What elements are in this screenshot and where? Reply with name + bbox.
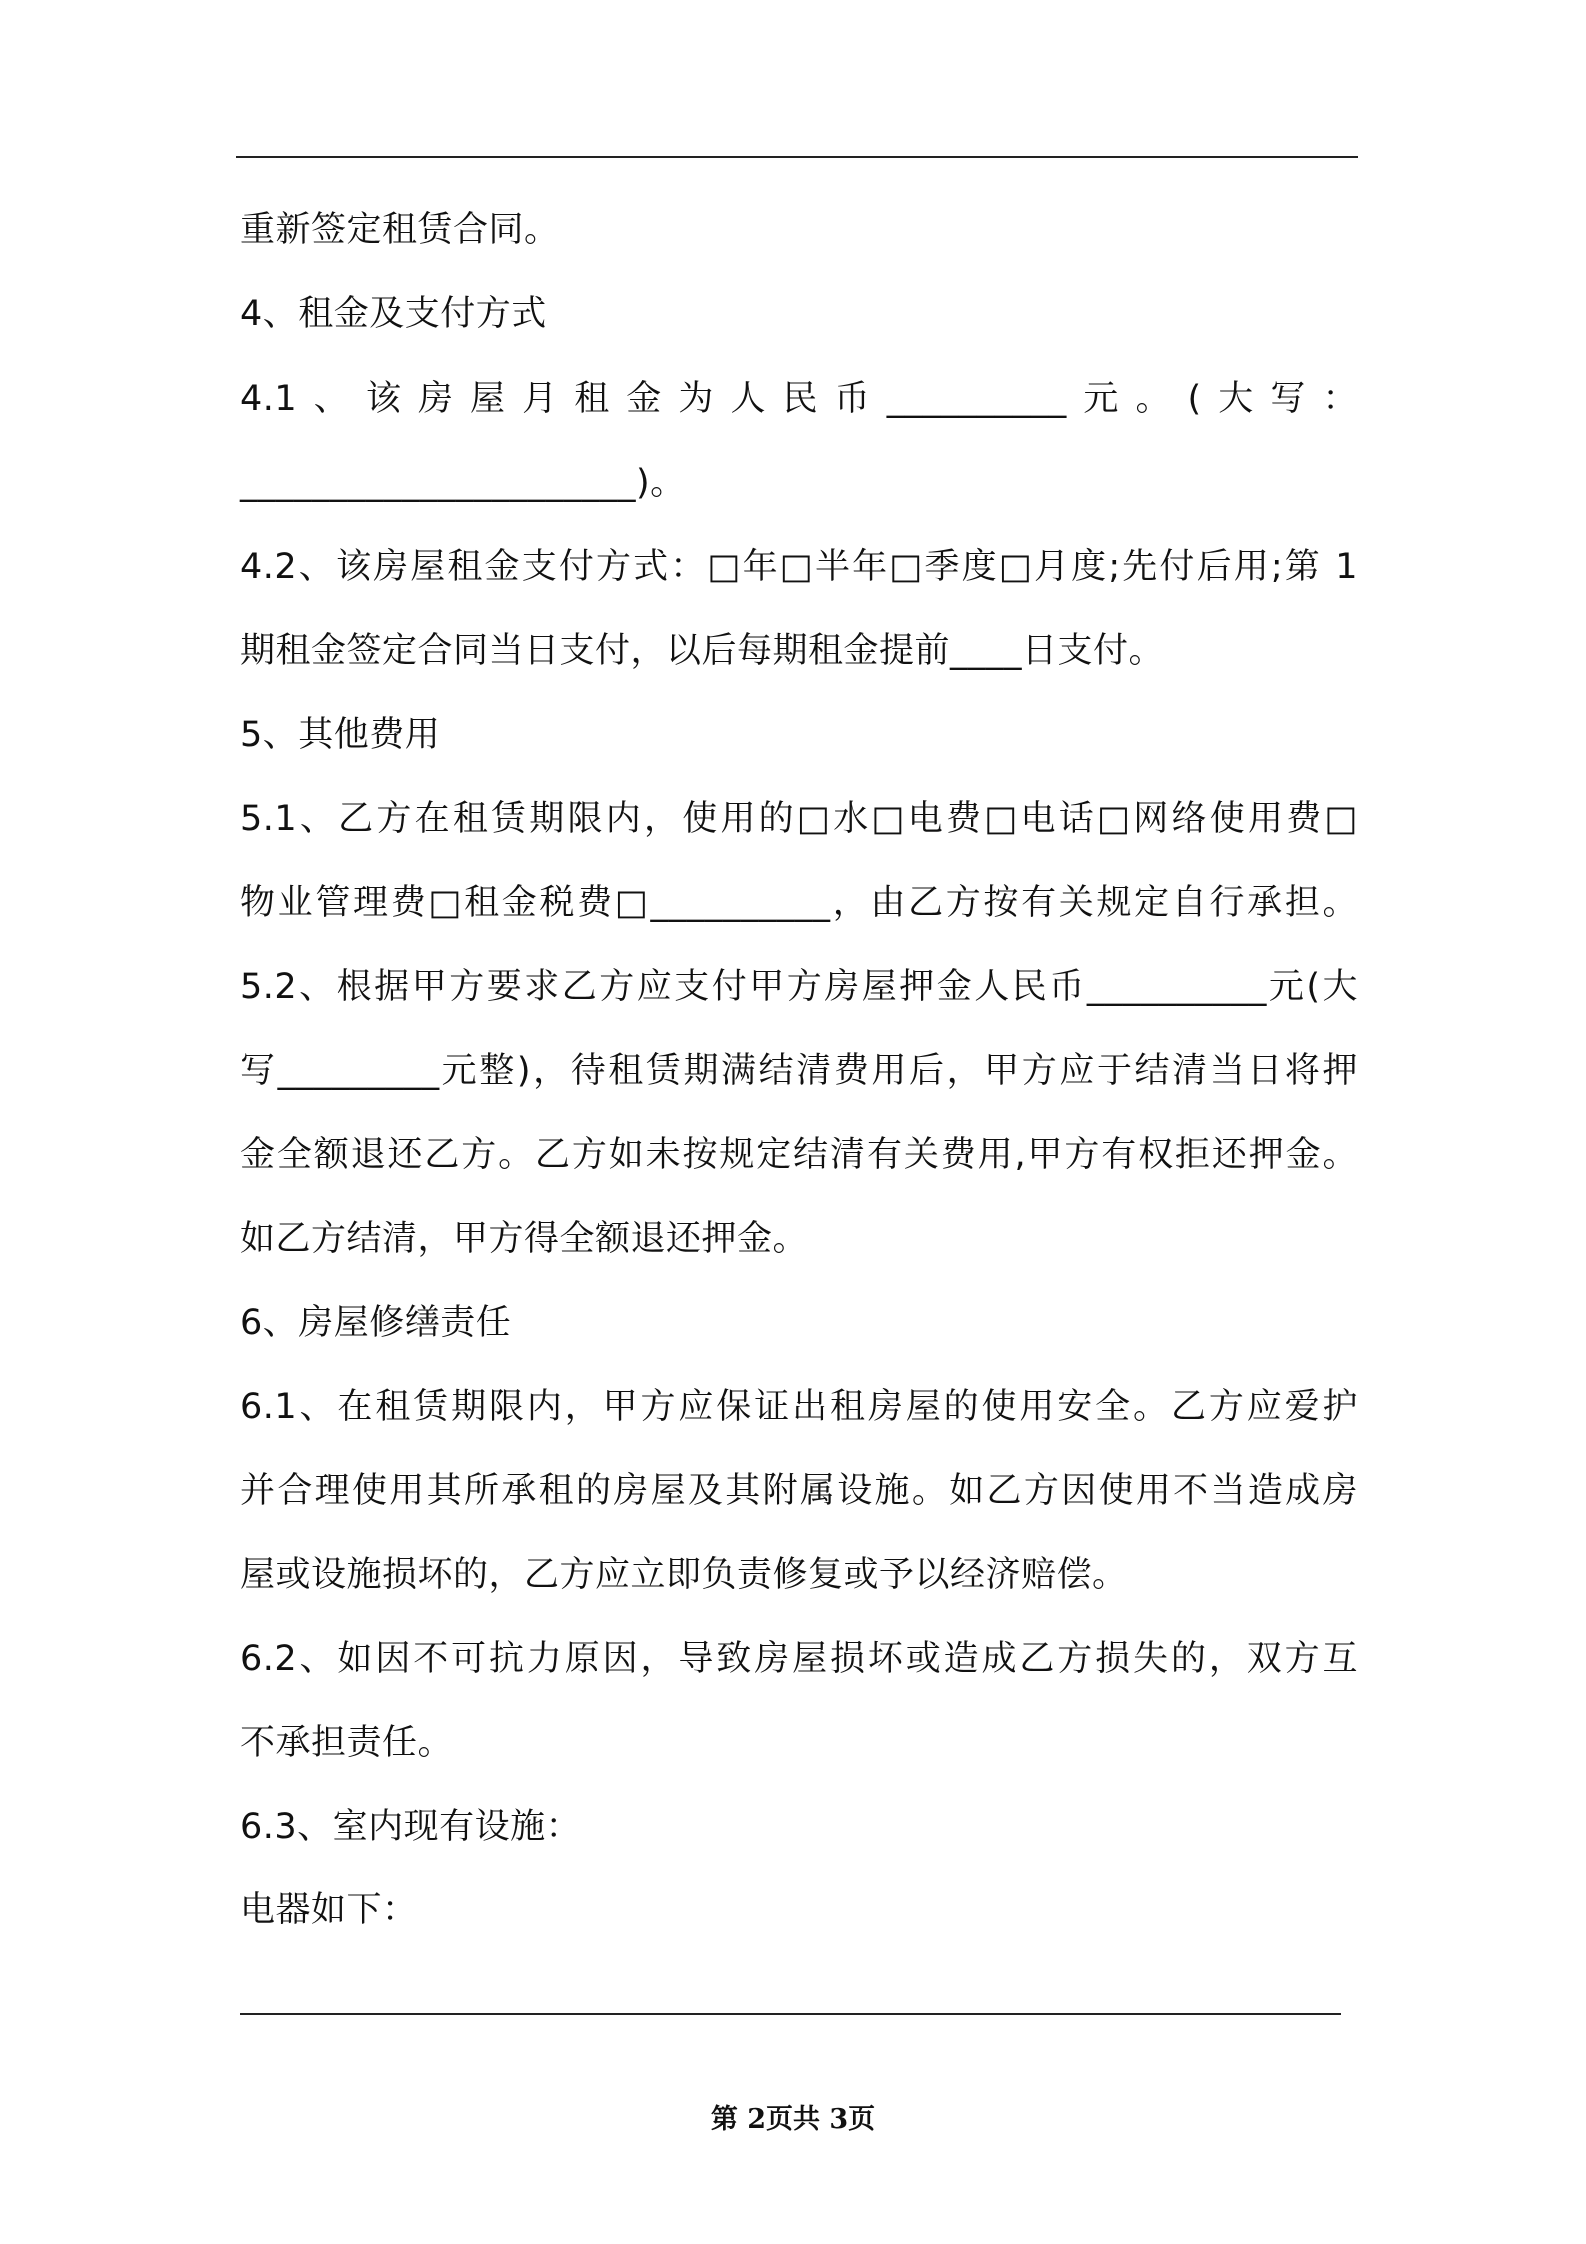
paragraph-line: 6.3、室内现有设施： [240, 1807, 582, 1847]
section-heading: 5、其他费用 [240, 715, 441, 755]
paragraph-line: 5.1、乙方在租赁期限内，使用的□水□电费□电话□网络使用费□ [240, 799, 1358, 839]
paragraph-line: 物业管理费□租金税费□__________，由乙方按有关规定自行承担。 [240, 883, 1358, 923]
paragraph-line: 电器如下： [240, 1890, 418, 1930]
paragraph-line: 6.2、如因不可抗力原因，导致房屋损坏或造成乙方损失的，双方互 [240, 1639, 1358, 1679]
paragraph-line: 期租金签定合同当日支付，以后每期租金提前____日支付。 [240, 631, 1165, 671]
paragraph-line: 屋或设施损坏的，乙方应立即负责修复或予以经济赔偿。 [240, 1555, 1128, 1595]
section-heading: 6、房屋修缮责任 [240, 1303, 512, 1343]
paragraph-line: 金全额退还乙方。乙方如未按规定结清有关费用,甲方有权拒还押金。 [240, 1135, 1358, 1175]
section-heading: 4、租金及支付方式 [240, 294, 547, 334]
paragraph-line: 不承担责任。 [240, 1723, 454, 1763]
paragraph-line: ______________________)。 [240, 463, 686, 503]
paragraph-line: 6.1、在租赁期限内，甲方应保证出租房屋的使用安全。乙方应爱护 [240, 1387, 1358, 1427]
paragraph-line: 4.1、该房屋月租金为人民币__________元。(大写： [240, 379, 1358, 419]
header-rule [236, 156, 1358, 158]
paragraph-line: 并合理使用其所承租的房屋及其附属设施。如乙方因使用不当造成房 [240, 1471, 1358, 1511]
paragraph-line: 5.2、根据甲方要求乙方应支付甲方房屋押金人民币__________元(大 [240, 967, 1358, 1007]
paragraph-line: 重新签定租赁合同。 [240, 210, 560, 250]
paragraph-line: 如乙方结清，甲方得全额退还押金。 [240, 1219, 809, 1259]
page-number: 第 2页共 3页 [710, 2104, 876, 2135]
fill-in-blank-line [240, 2013, 1341, 2015]
paragraph-line: 写_________元整)，待租赁期满结清费用后，甲方应于结清当日将押 [240, 1051, 1358, 1091]
paragraph-line: 4.2、该房屋租金支付方式：□年□半年□季度□月度;先付后用;第 1 [240, 547, 1358, 587]
